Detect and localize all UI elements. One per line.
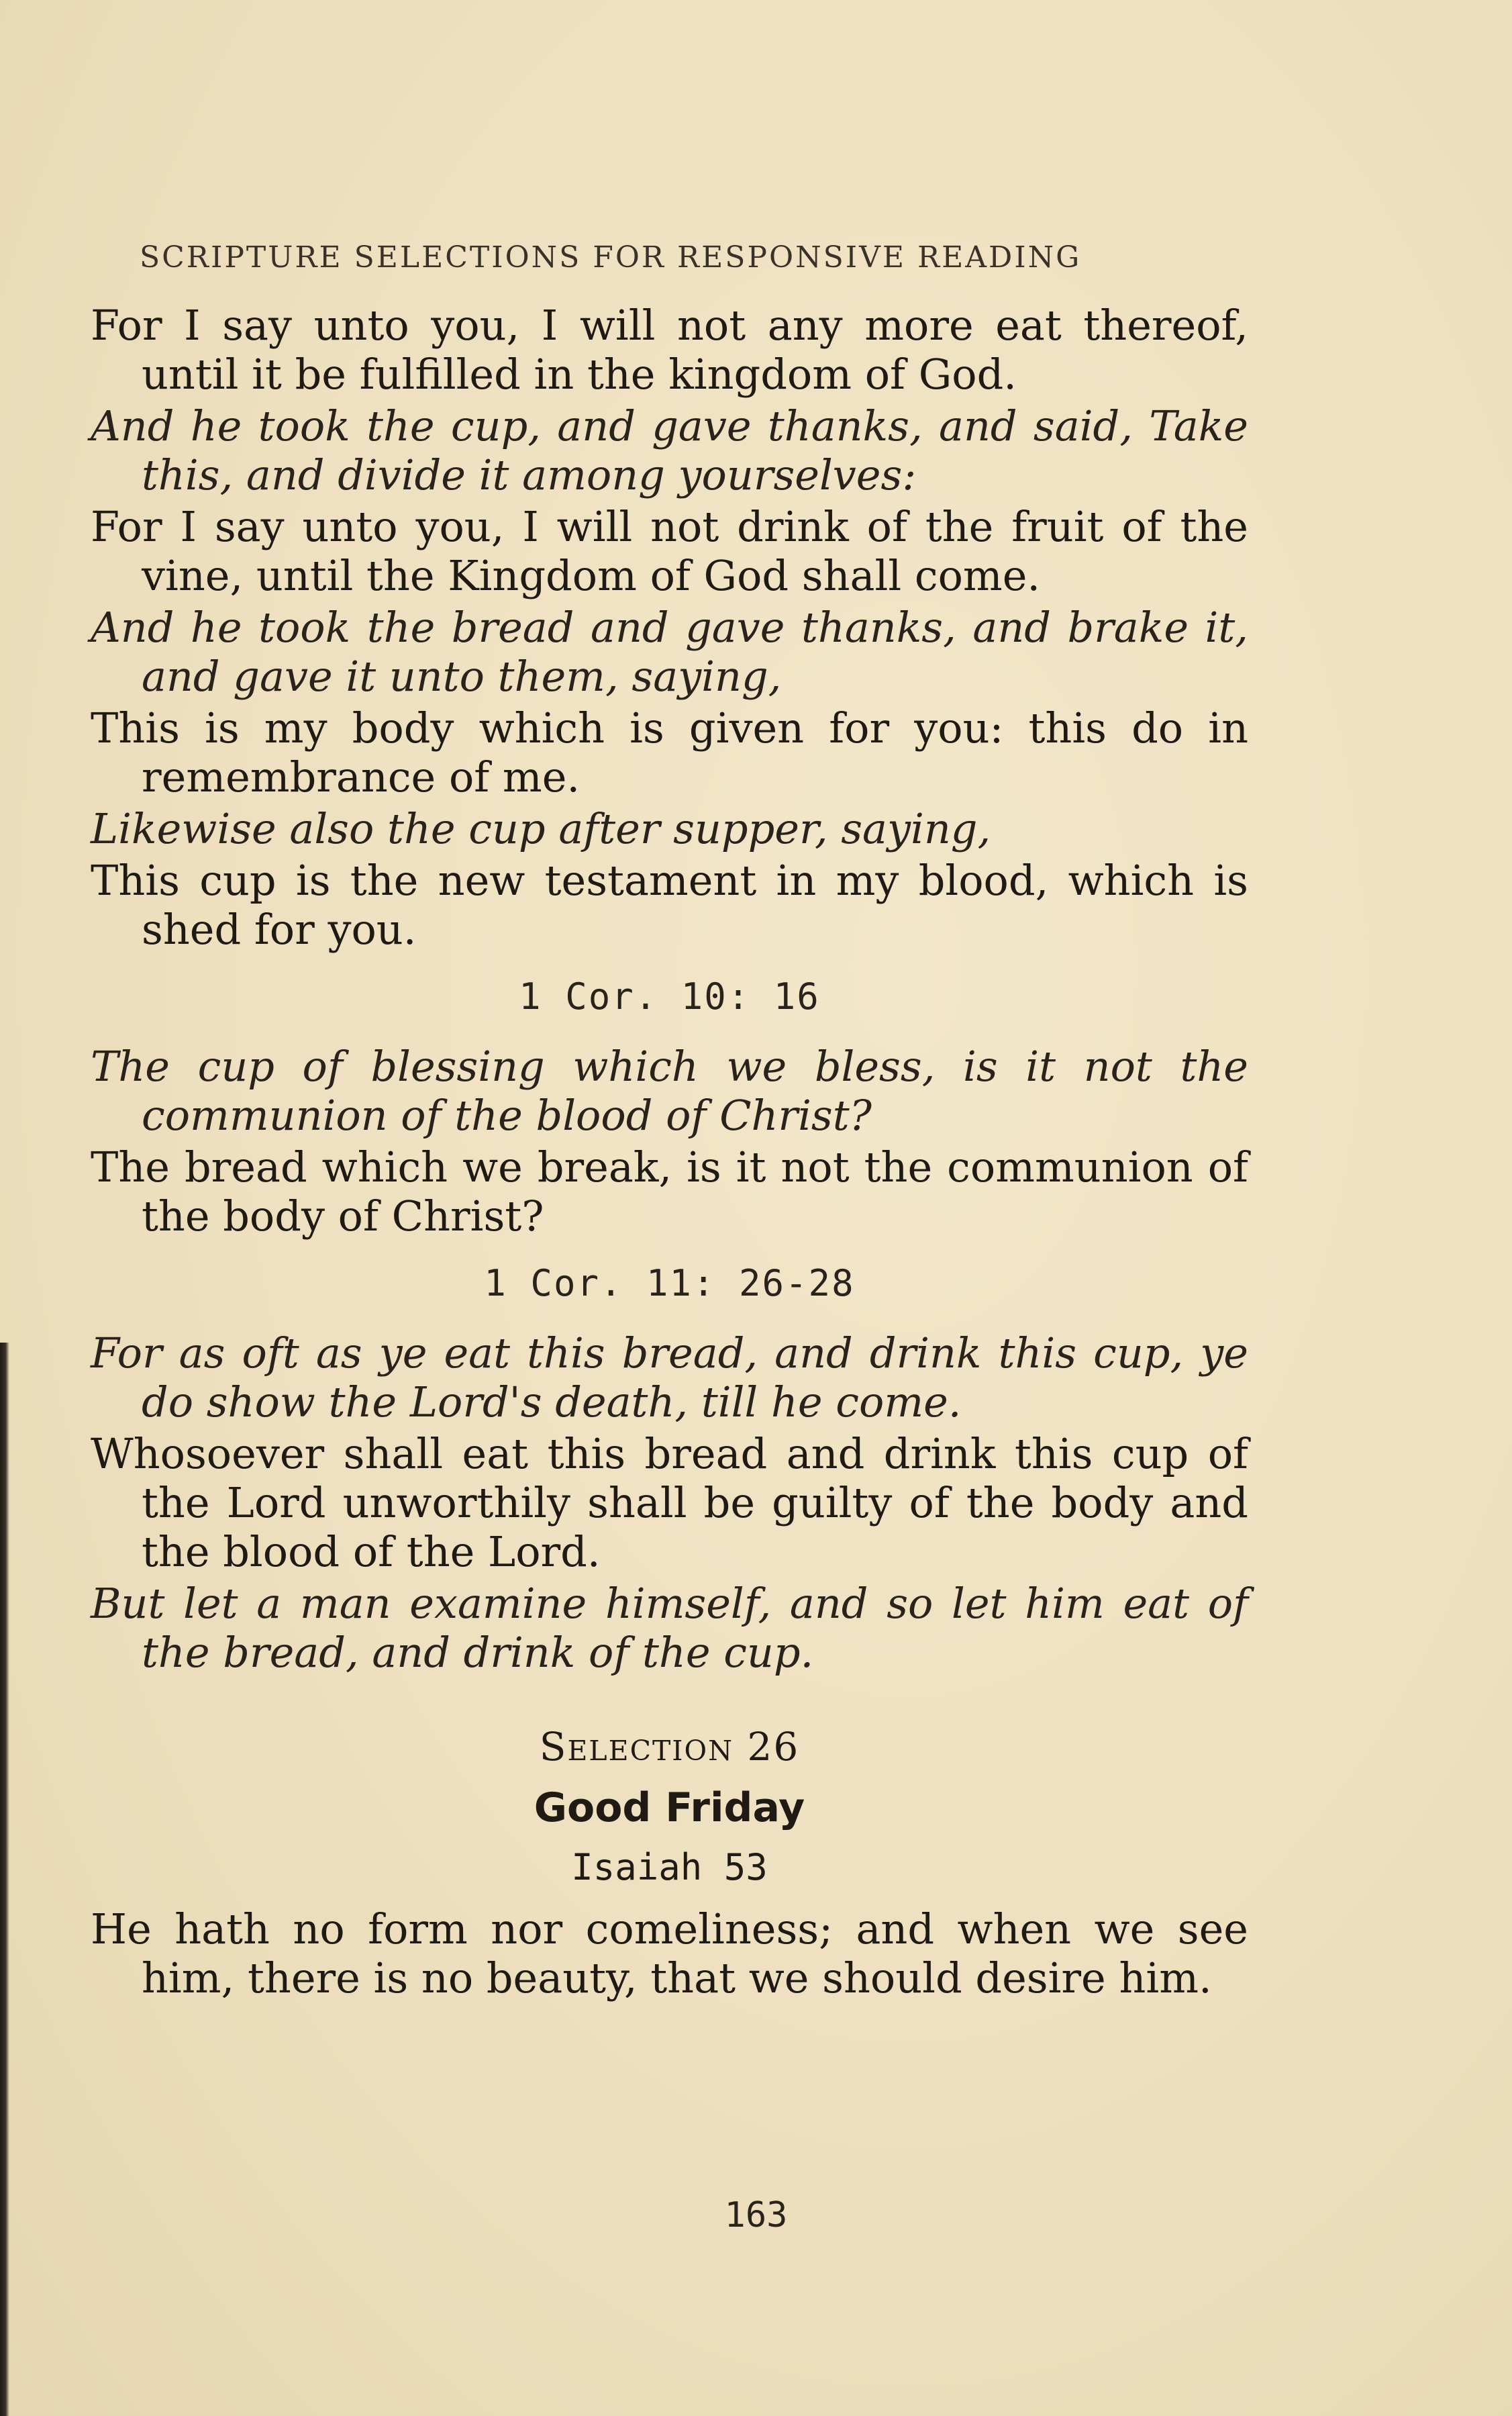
verse-line: He hath no form nor comeliness; and when we see him, there is no beauty, that we should desire him. bbox=[91, 1904, 1248, 2002]
verse-line: The bread which we break, is it not the communion of the body of Christ? bbox=[91, 1143, 1248, 1241]
verse-line: For I say unto you, I will not drink of the fruit of the vine, until the Kingdom of God shall come. bbox=[91, 502, 1248, 600]
verse-line: For I say unto you, I will not any more eat thereof, until it be fulfilled in the kingdom of God. bbox=[91, 301, 1248, 399]
verse-line: This is my body which is given for you: this do in remembrance of me. bbox=[91, 704, 1248, 802]
verse-block-2 bbox=[91, 1042, 1248, 1241]
verse-line: This cup is the new testament in my blood, which is shed for you. bbox=[91, 856, 1248, 954]
verse-line: Likewise also the cup after supper, saying, bbox=[91, 804, 991, 853]
verse-block-3 bbox=[91, 1328, 1248, 1677]
running-head: SCRIPTURE SELECTIONS FOR RESPONSIVE READING bbox=[140, 240, 1082, 275]
page-number: 163 bbox=[724, 2195, 788, 2235]
verse-block-1 bbox=[91, 301, 1248, 954]
scripture-reference: 1 Cor. 10: 16 bbox=[519, 975, 820, 1018]
selection-subtitle: Good Friday bbox=[534, 1784, 805, 1831]
page-content bbox=[91, 301, 1248, 2005]
verse-line: For as oft as ye eat this bread, and drink this cup, ye do show the Lord's death, till he come. bbox=[91, 1328, 1248, 1427]
verse-line: The cup of blessing which we bless, is it not the communion of the blood of Christ? bbox=[91, 1042, 1248, 1140]
page-edge-shadow bbox=[0, 1343, 9, 2416]
verse-line: But let a man examine himself, and so let him eat of the bread, and drink of the cup. bbox=[91, 1579, 1248, 1677]
selection-reference: Isaiah 53 bbox=[571, 1846, 768, 1888]
verse-block-4 bbox=[91, 1904, 1248, 2002]
selection-title: Selection 26 bbox=[539, 1724, 800, 1770]
verse-line: Whosoever shall eat this bread and drink this cup of the Lord unworthily shall be guilty of the body and the blood of the Lord. bbox=[91, 1429, 1248, 1576]
verse-line: And he took the bread and gave thanks, and brake it, and gave it unto them, saying, bbox=[91, 603, 1248, 701]
verse-line: And he took the cup, and gave thanks, and said, Take this, and divide it among yourselves: bbox=[91, 401, 1248, 499]
scripture-reference: 1 Cor. 11: 26-28 bbox=[484, 1262, 855, 1304]
